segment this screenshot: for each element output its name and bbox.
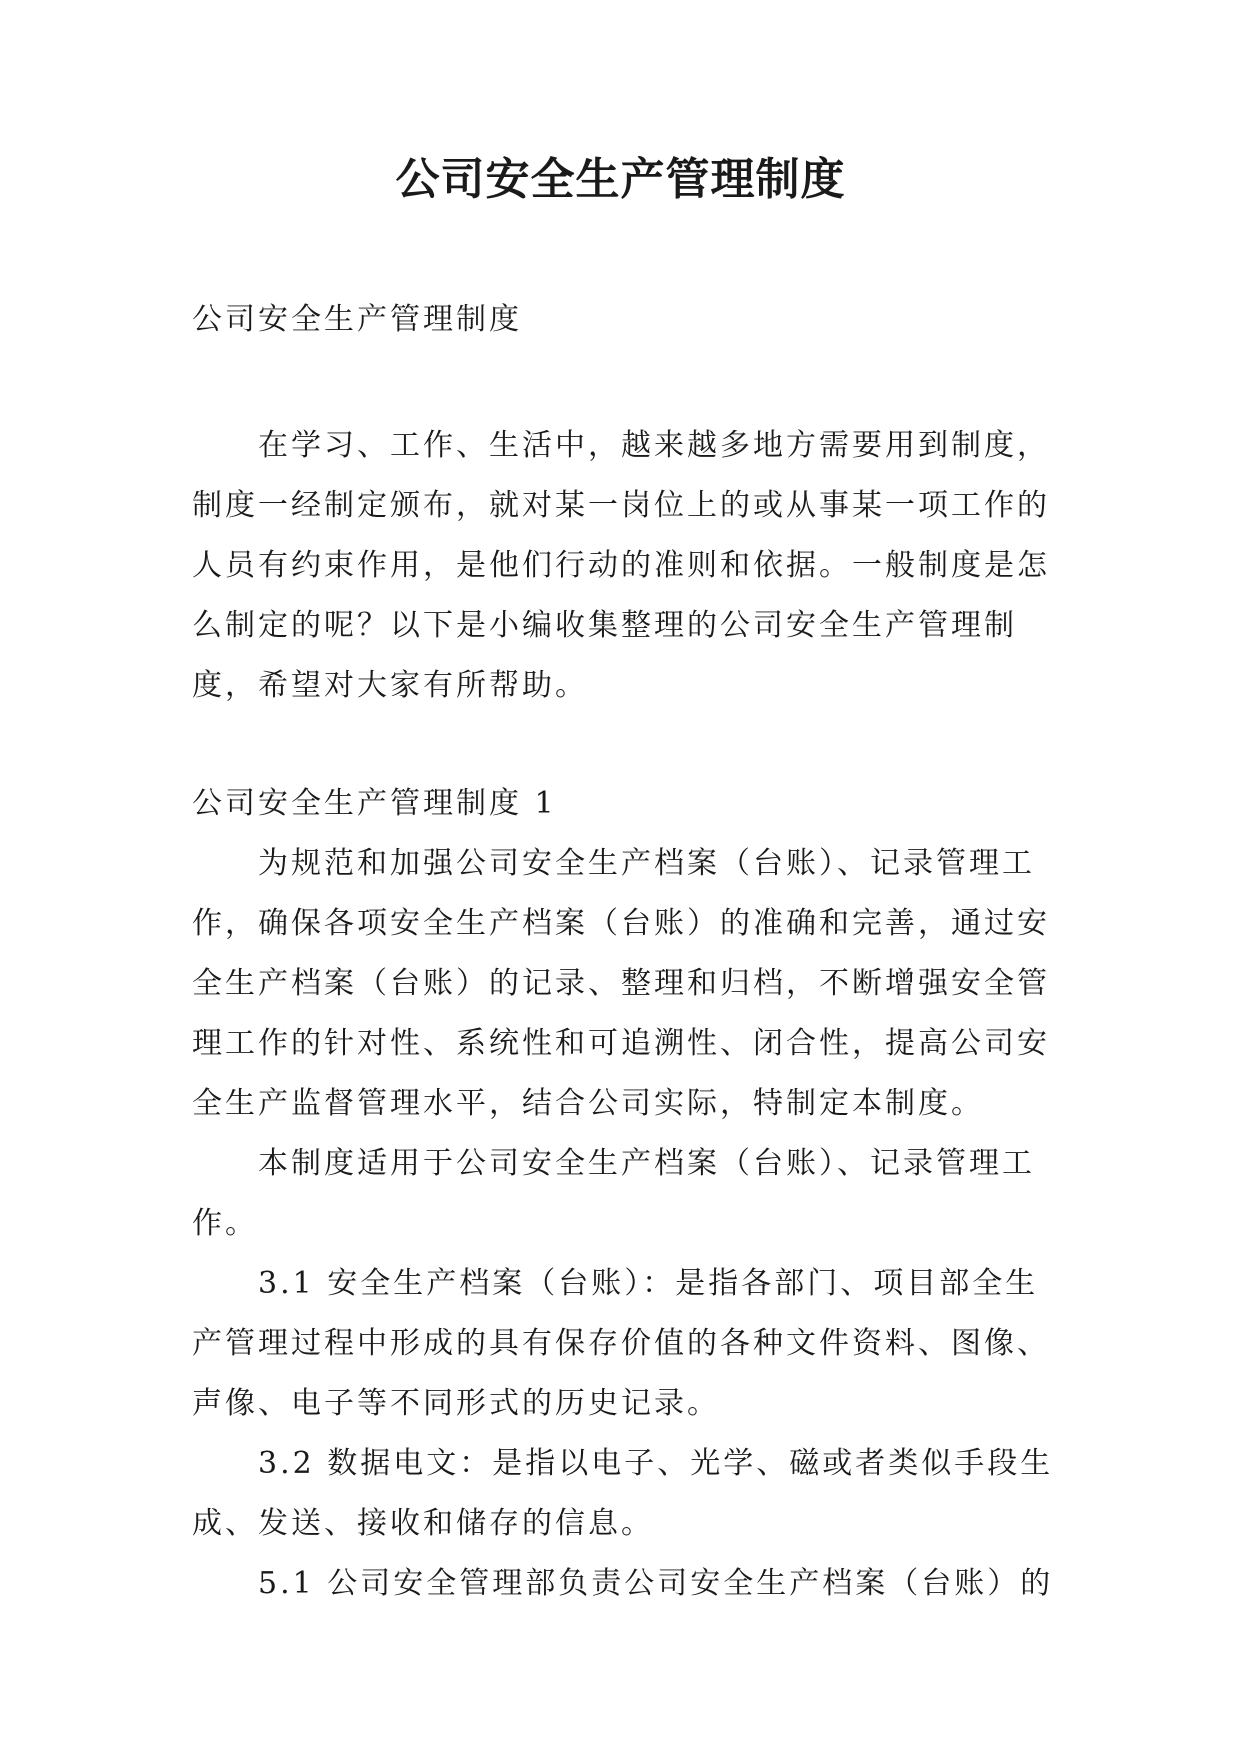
document-subtitle: 公司安全生产管理制度: [192, 302, 522, 337]
paragraph-scope: 本制度适用于公司安全生产档案（台账）、记录管理工作。: [192, 1146, 1035, 1241]
paragraph-definition-3-2: 3.2 数据电文：是指以电子、光学、磁或者类似手段生成、发送、接收和储存的信息。: [192, 1446, 1054, 1541]
paragraph-responsibility-5-1: 5.1 公司安全管理部负责公司安全生产档案（台账）的: [258, 1566, 1054, 1601]
paragraph-definition-3-1: 3.1 安全生产档案（台账）：是指各部门、项目部全生产管理过程中形成的具有保存价值的各种文件资料、图像、声像、电子等不同形式的历史记录。: [192, 1266, 1050, 1421]
paragraph-purpose: 为规范和加强公司安全生产档案（台账）、记录管理工作，确保各项安全生产档案（台账）的准确和完善，通过安全生产档案（台账）的记录、整理和归档，不断增强安全管理工作的针对性、系统性和可追溯性、闭合性，提高公司安全生产监督管理水平，结合公司实际，特制定本制度。: [192, 846, 1050, 1121]
section-heading: 公司安全生产管理制度 1: [192, 786, 557, 821]
spacer: [192, 350, 1054, 416]
intro-paragraph: 在学习、工作、生活中，越来越多地方需要用到制度，制度一经制定颁布，就对某一岗位上的或从事某一项工作的人员有约束作用，是他们行动的准则和依据。一般制度是怎么制定的呢？以下是小编收集整理的公司安全生产管理制度，希望对大家有所帮助。: [192, 428, 1050, 703]
document-title: 公司安全生产管理制度: [395, 154, 846, 205]
document-body: [192, 290, 1054, 1614]
spacer: [192, 716, 1054, 774]
